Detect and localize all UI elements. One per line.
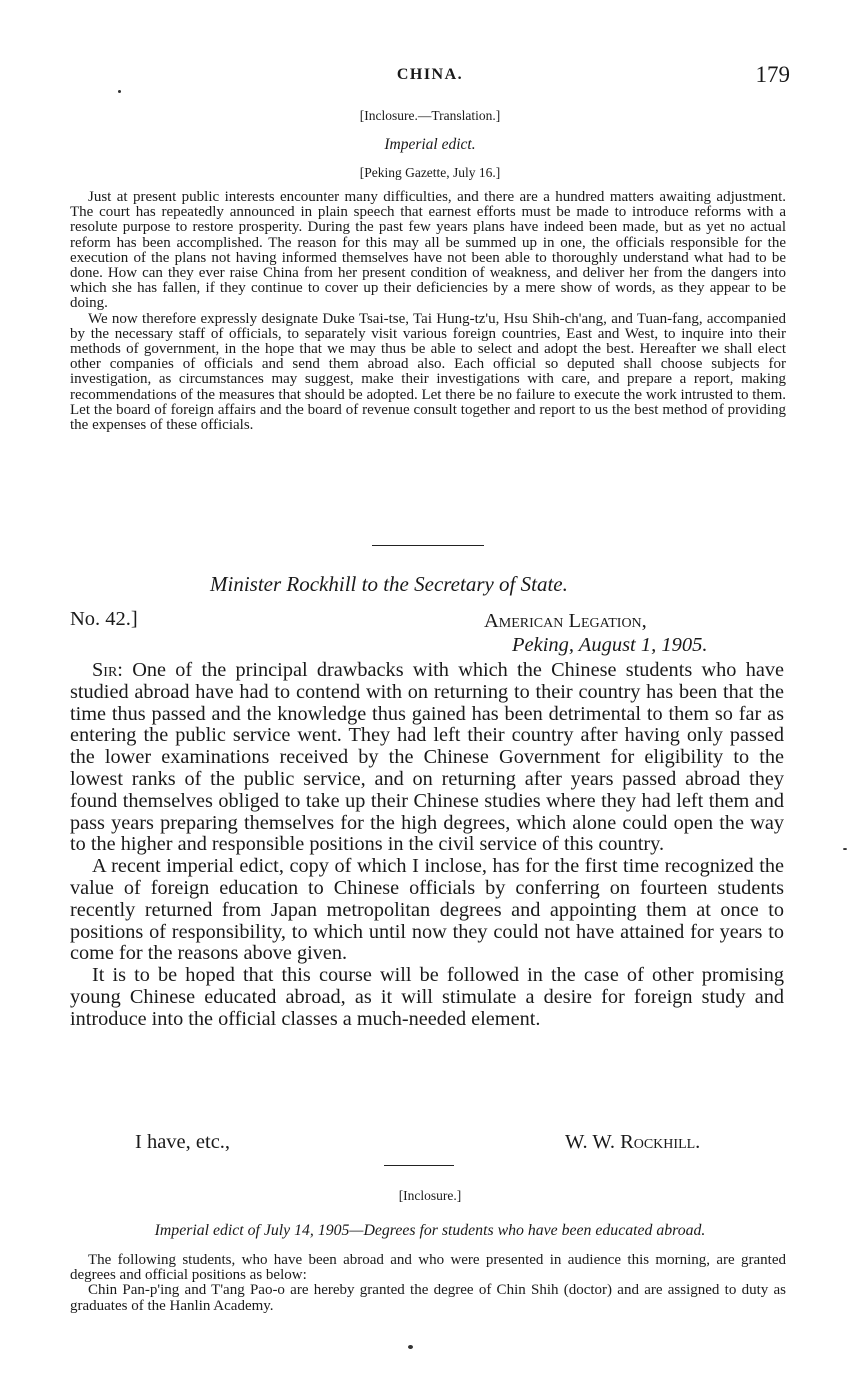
edict-body: [70, 190, 786, 433]
running-head: [70, 62, 790, 90]
second-edict-body: [70, 1253, 786, 1314]
legation-address: American Legation,: [484, 610, 647, 632]
section-divider: [372, 545, 484, 546]
second-edict-paragraph-2: Chin Pan-p'ing and T'ang Pao-o are hereby granted the degree of Chin Shih (doctor) and are assigned to duty as graduates of the Hanlin Academy.: [70, 1282, 786, 1314]
letter-date: Peking, August 1, 1905.: [512, 634, 708, 656]
signature: W. W. Rockhill.: [565, 1131, 701, 1153]
page-number: 179: [755, 62, 790, 87]
inclosure-label: [Inclosure.]: [398, 1188, 462, 1203]
document-number: No. 42.]: [70, 608, 138, 630]
edict-source: [Peking Gazette, July 16.]: [359, 165, 501, 180]
print-speck: [843, 848, 847, 850]
inclosure-translation-label: [Inclosure.—Translation.]: [359, 108, 501, 123]
letter-paragraph-3: It is to be hoped that this course will be followed in the case of other promising young Chinese educated abroad, as it will stimulate a desire for foreign study and introduce into the official classes a much-needed element.: [70, 964, 784, 1030]
section-divider-2: [384, 1165, 454, 1166]
letter-heading: Minister Rockhill to the Secretary of State.: [210, 572, 568, 596]
print-speck: [118, 90, 121, 93]
letter-paragraph-1: [70, 660, 784, 856]
edict-paragraph-1: Just at present public interests encounter many difficulties, and there are a hundred matters awaiting adjustment. The court has repeatedly announced in plain speech that earnest efforts must be made to introduce reforms with a resolute purpose to restore prosperity. During the past few years plans have indeed been made, but as yet no actual reform has been accomplished. The reason for this may all be summed up in one, the officials responsible for the execution of the plans not having informed themselves have not been able to thoroughly understand what had to be done. How can they ever raise China from her present condition of weakness, and deliver her from the dangers into which she has fallen, if they continue to cover up their deficiencies by a mere show of words, as they appear to be doing.: [70, 189, 786, 312]
letter-paragraph-2: A recent imperial edict, copy of which I inclose, has for the first time recognized the value of foreign education to Chinese officials by conferring on fourteen students recently returned from Japan metropolitan degrees and appointing them at once to positions of responsibility, to which until now they could not have attained for years to come for the reasons above given.: [70, 855, 784, 965]
edict-paragraph-2: We now therefore expressly designate Duke Tsai-tse, Tai Hung-tz'u, Hsu Shih-ch'ang, and Tuan-fang, accompanied by the necessary staff of officials, to separately visit various foreign countries, East and West, to inquire into their methods of government, in the hope that we may thus be able to select and adopt the best. Hereafter we shall elect other companies of officials and send them abroad also. Each official so deputed shall choose subjects for investigation, as circumstances may suggest, make their investigations with care, and prepare a report, making recommendations of the measures that should be adopted. Let there be no failure to execute the work intrusted to them. Let the board of foreign affairs and the board of revenue consult together and report to us the best method of providing the expenses of these officials.: [70, 310, 786, 434]
letter-body: [70, 660, 784, 1031]
running-title: CHINA.: [396, 66, 464, 83]
second-edict-paragraph-1: The following students, who have been abroad and who were presented in audience this morning, are granted degrees and official positions as below:: [70, 1252, 786, 1284]
salutation: Sir: [92, 659, 118, 681]
letter-paragraph-1-text: : One of the principal drawbacks with which the Chinese students who have studied abroad have had to contend with on returning to their country has been that the time thus passed and the knowledge thus gained has been detrimental to them so far as entering the public service went. They had left their country after having only passed the lower examinations received by the Chinese Government for eligibility to the lowest ranks of the public service, and on returning after years passed abroad they found themselves obliged to take up their Chinese studies where they had left them and pass years preparing themselves for the high degrees, which alone could open the way to the higher and responsible positions in the civil service of this country.: [70, 659, 784, 856]
second-edict-title: Imperial edict of July 14, 1905—Degrees for students who have been educated abroad.: [154, 1222, 706, 1239]
edict-title: Imperial edict.: [384, 136, 476, 153]
print-speck: [408, 1345, 413, 1349]
letter-closing: I have, etc.,: [135, 1131, 231, 1153]
